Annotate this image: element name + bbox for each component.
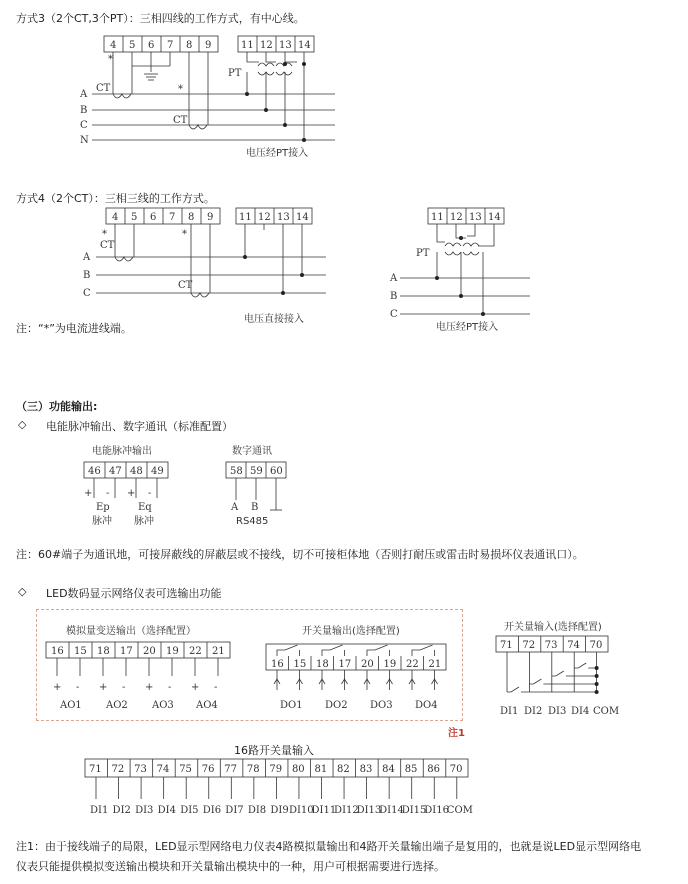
svg-text:C: C [390, 309, 398, 320]
bullet-2: ◇ [18, 585, 27, 598]
m3-t12: 12 [260, 40, 273, 51]
method4-title: 方式4（2个CT）：三相三线的工作方式。 [16, 192, 215, 205]
di16-label: DI4 [157, 805, 176, 816]
do-terminal-21: 21 [428, 659, 442, 670]
svg-text:-: - [106, 488, 110, 499]
svg-text:C: C [83, 288, 91, 299]
method3-terminal-block-right [238, 36, 314, 52]
ao-sign: + [145, 682, 154, 693]
m3-ct-label2: CT [173, 115, 188, 126]
svg-text:6: 6 [150, 212, 157, 223]
m3-line-c: C [80, 120, 88, 131]
m3-star-c: * [178, 84, 183, 95]
di16-terminal-81: 81 [314, 764, 328, 775]
di16-label: COM [446, 805, 473, 816]
svg-text:+: + [84, 488, 93, 499]
item2-title: LED数码显示网络仪表可选输出功能 [46, 587, 222, 600]
m3-t5: 5 [129, 40, 136, 51]
svg-text:DO1: DO1 [280, 700, 303, 711]
svg-text:B: B [83, 270, 91, 281]
svg-text:PT: PT [416, 248, 430, 259]
di16-terminal-80: 80 [291, 764, 305, 775]
svg-text:7: 7 [169, 212, 176, 223]
di16-terminal-77: 77 [224, 764, 238, 775]
m3-t4: 4 [110, 40, 117, 51]
svg-text:60: 60 [270, 466, 283, 477]
di-terminal-70: 70 [589, 640, 603, 651]
section3-heading: （三）功能输出: [16, 400, 98, 413]
ao-sign: - [76, 682, 80, 693]
method4-terminal-block-left [106, 208, 220, 224]
svg-text:11: 11 [431, 212, 444, 223]
ao-sign: - [214, 682, 218, 693]
di16-terminal-83: 83 [359, 764, 373, 775]
svg-text:13: 13 [469, 212, 482, 223]
svg-text:CT: CT [100, 240, 115, 251]
method4-pt-terminal-block [428, 208, 504, 224]
m3-t6: 6 [148, 40, 155, 51]
svg-text:电压经PT接入: 电压经PT接入 [436, 322, 499, 333]
note-60: 注：60#端子为通讯地，可接屏蔽线的屏蔽层或不接线，切不可接柜体地（否则打耐压或雷击时易损坏仪表通讯口）。 [16, 548, 584, 561]
svg-text:RS485: RS485 [236, 516, 269, 527]
di16-terminal-76: 76 [201, 764, 215, 775]
svg-text:Ep: Ep [96, 502, 110, 513]
di16-terminal-71: 71 [89, 764, 102, 775]
di16-terminal-86: 86 [427, 764, 440, 775]
pulse-comm-diagram [0, 440, 688, 535]
method3-wiring-diagram [0, 0, 688, 170]
ao-sign: + [99, 682, 108, 693]
ao-terminal-20: 20 [143, 646, 156, 657]
do-terminal-22: 22 [406, 659, 419, 670]
ao-terminal-21: 21 [212, 646, 225, 657]
m3-t14: 14 [298, 40, 311, 51]
ao-sign: - [122, 682, 126, 693]
di16-terminal-79: 79 [269, 764, 283, 775]
di16-label: DI5 [180, 805, 199, 816]
svg-text:B: B [390, 291, 398, 302]
ao-terminal-18: 18 [97, 646, 110, 657]
svg-text:DO4: DO4 [415, 700, 438, 711]
di16-label: DI12 [334, 805, 359, 816]
do-terminal-17: 17 [338, 659, 352, 670]
ao-terminal-16: 16 [51, 646, 64, 657]
svg-text:48: 48 [130, 466, 143, 477]
svg-text:开关量输入(选择配置): 开关量输入(选择配置) [504, 622, 602, 633]
svg-text:DO2: DO2 [325, 700, 348, 711]
svg-text:AO3: AO3 [152, 700, 174, 711]
m3-ct-label: CT [96, 83, 111, 94]
ao-terminal-19: 19 [166, 646, 179, 657]
svg-text:AO2: AO2 [106, 700, 128, 711]
m3-t11: 11 [241, 40, 254, 51]
di16-label: DI8 [247, 805, 267, 816]
do-terminal-18: 18 [316, 659, 329, 670]
ao-terminal-15: 15 [74, 646, 87, 657]
svg-text:5: 5 [131, 212, 138, 223]
svg-text:DI3: DI3 [548, 706, 567, 717]
svg-text:电压直接接入: 电压直接接入 [244, 314, 304, 325]
m3-t7: 7 [167, 40, 174, 51]
ao-terminal-17: 17 [120, 646, 133, 657]
svg-text:B: B [251, 502, 259, 513]
svg-text:12: 12 [258, 212, 271, 223]
svg-text:14: 14 [488, 212, 501, 223]
svg-text:DI1: DI1 [500, 706, 519, 717]
di16-label: DI1 [90, 805, 109, 816]
di16-label: DI16 [424, 805, 449, 816]
svg-text:+: + [127, 488, 136, 499]
di16-label: DI3 [135, 805, 154, 816]
svg-text:A: A [390, 273, 398, 284]
di16-terminal-75: 75 [179, 764, 192, 775]
svg-text:14: 14 [296, 212, 309, 223]
m3-pt-label: PT [228, 68, 242, 79]
di16-terminal-85: 85 [404, 764, 418, 775]
svg-text:59: 59 [250, 466, 263, 477]
di-terminal-71: 71 [500, 640, 513, 651]
m3-line-n: N [80, 135, 89, 146]
svg-text:DI4: DI4 [571, 706, 590, 717]
svg-text:46: 46 [88, 466, 101, 477]
di16-label: DI9 [270, 805, 289, 816]
svg-text:11: 11 [239, 212, 252, 223]
svg-text:数字通讯: 数字通讯 [232, 446, 272, 457]
bottom-note-line2: 仪表只能提供模拟变送输出模块和开关量输出模块中的一种，用户可根据需要进行选择。 [16, 860, 445, 873]
svg-text:DI2: DI2 [524, 706, 543, 717]
ao-terminal-22: 22 [189, 646, 202, 657]
di16-terminal-84: 84 [382, 764, 395, 775]
m3-t8: 8 [186, 40, 193, 51]
note1-tag: 注1 [448, 728, 465, 739]
svg-text:47: 47 [109, 466, 122, 477]
svg-text:Eq: Eq [138, 502, 152, 513]
m3-t13: 13 [279, 40, 292, 51]
svg-text:-: - [148, 488, 152, 499]
method3-title: 方式3（2个CT,3个PT）：三相四线的工作方式，有中心线。 [16, 12, 305, 25]
svg-text:12: 12 [450, 212, 463, 223]
m3-star-a: * [108, 54, 113, 65]
star-note: 注：“*”为电流进线端。 [16, 322, 132, 335]
switch-in16-diagram [0, 755, 688, 817]
svg-text:49: 49 [151, 466, 164, 477]
di16-label: DI6 [202, 805, 222, 816]
svg-text:*: * [182, 229, 187, 240]
di16-terminal-82: 82 [337, 764, 350, 775]
svg-text:模拟量变送输出（选择配置）: 模拟量变送输出（选择配置） [66, 626, 196, 637]
do-terminal-19: 19 [383, 659, 397, 670]
svg-text:电能脉冲输出: 电能脉冲输出 [92, 446, 152, 457]
svg-text:脉冲: 脉冲 [134, 516, 154, 527]
m3-line-a: A [80, 89, 88, 100]
method4-terminal-block-right [236, 208, 312, 224]
di16-label: DI7 [225, 805, 244, 816]
bullet-1: ◇ [18, 418, 27, 431]
do-terminal-15: 15 [293, 659, 307, 670]
svg-text:*: * [102, 229, 107, 240]
di16-terminal-74: 74 [156, 764, 170, 775]
method4-wiring-diagram [0, 200, 688, 340]
method3-terminal-block-left [104, 36, 218, 52]
svg-text:13: 13 [277, 212, 290, 223]
di16-label: DI15 [401, 805, 427, 816]
di16-label: DI10 [288, 805, 314, 816]
svg-text:A: A [231, 502, 239, 513]
ao-sign: + [191, 682, 200, 693]
di-terminal-73: 73 [544, 640, 558, 651]
di16-label: DI13 [356, 805, 382, 816]
ao-sign: + [53, 682, 62, 693]
svg-text:开关量输出(选择配置): 开关量输出(选择配置) [302, 626, 400, 637]
ao-sign: - [168, 682, 172, 693]
svg-text:脉冲: 脉冲 [92, 516, 112, 527]
m3-line-b: B [80, 105, 88, 116]
di16-terminal-72: 72 [111, 764, 125, 775]
di16-terminal-73: 73 [134, 764, 147, 775]
bottom-note-line1: 注1：由于接线端子的局限，LED显示型网络电力仪表4路模拟量输出和4路开关量输出端子是复用的，也就是说LED显示型网络电 [16, 840, 642, 853]
svg-text:AO1: AO1 [60, 700, 82, 711]
do-terminal-20: 20 [361, 659, 374, 670]
svg-text:DO3: DO3 [370, 700, 393, 711]
item1-title: 电能脉冲输出、数字通讯（标准配置） [46, 420, 233, 433]
di16-terminal-78: 78 [246, 764, 260, 775]
svg-text:COM: COM [593, 706, 620, 717]
svg-text:8: 8 [188, 212, 195, 223]
m3-caption: 电压经PT接入 [246, 148, 309, 159]
svg-text:4: 4 [112, 212, 119, 223]
led-output-diagrams [0, 610, 688, 720]
do-terminal-16: 16 [271, 659, 284, 670]
di16-label: DI2 [112, 805, 131, 816]
di16-label: DI14 [379, 805, 404, 816]
svg-text:58: 58 [230, 466, 243, 477]
di-terminal-72: 72 [522, 640, 536, 651]
svg-text:A: A [83, 252, 91, 263]
switch-in16-title: 16路开关量输入 [234, 744, 314, 757]
m3-t9: 9 [205, 40, 212, 51]
di16-label: DI11 [311, 805, 337, 816]
svg-text:AO4: AO4 [196, 700, 218, 711]
di-terminal-74: 74 [567, 640, 580, 651]
svg-text:9: 9 [207, 212, 214, 223]
svg-text:CT: CT [178, 280, 193, 291]
di16-terminal-70: 70 [449, 764, 463, 775]
